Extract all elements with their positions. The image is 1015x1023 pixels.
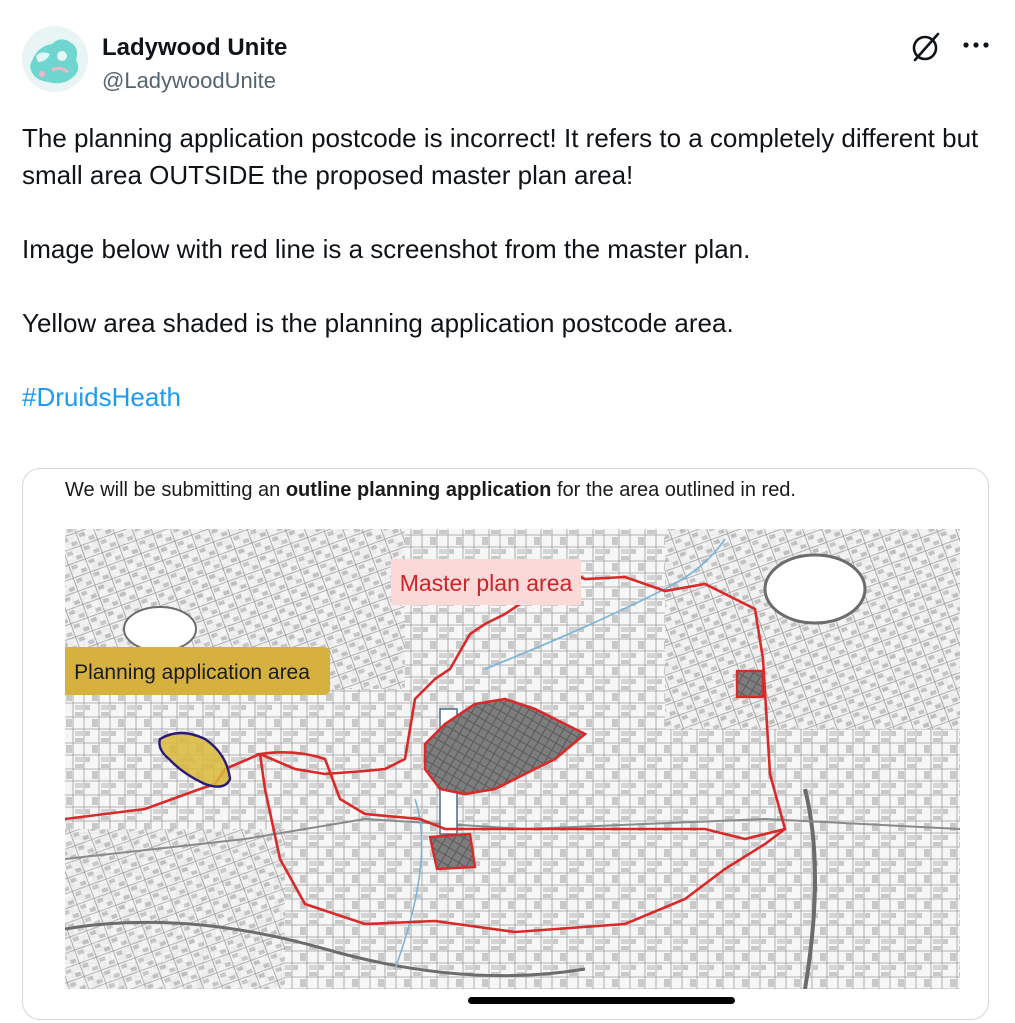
tweet-paragraph: Image below with red line is a screenshot from the master plan. [22, 234, 751, 264]
caption-text: for the area outlined in red. [551, 479, 796, 501]
image-caption [65, 479, 796, 502]
master-plan-map [65, 529, 960, 989]
hashtag-link[interactable]: #DruidsHeath [22, 382, 181, 412]
tweet-paragraph: Yellow area shaded is the planning application postcode area. [22, 308, 734, 338]
avatar[interactable] [22, 26, 88, 92]
master-plan-label: Master plan area [399, 570, 573, 596]
user-display-name[interactable]: Ladywood Unite [102, 34, 288, 61]
media-image[interactable] [22, 468, 989, 1020]
image-scroll-indicator[interactable] [468, 997, 735, 1004]
tweet-text [22, 120, 992, 416]
grok-icon[interactable] [909, 30, 943, 64]
tweet-paragraph: The planning application postcode is incorrect! It refers to a completely different but small area OUTSIDE the proposed master plan area! [22, 123, 979, 190]
tweet-header [22, 22, 997, 102]
planning-application-label: Planning application area [74, 661, 310, 684]
caption-text: We will be submitting an [65, 479, 286, 501]
more-icon[interactable] [958, 30, 994, 60]
user-handle[interactable]: @LadywoodUnite [102, 68, 276, 93]
caption-bold-text: outline planning application [285, 479, 552, 501]
